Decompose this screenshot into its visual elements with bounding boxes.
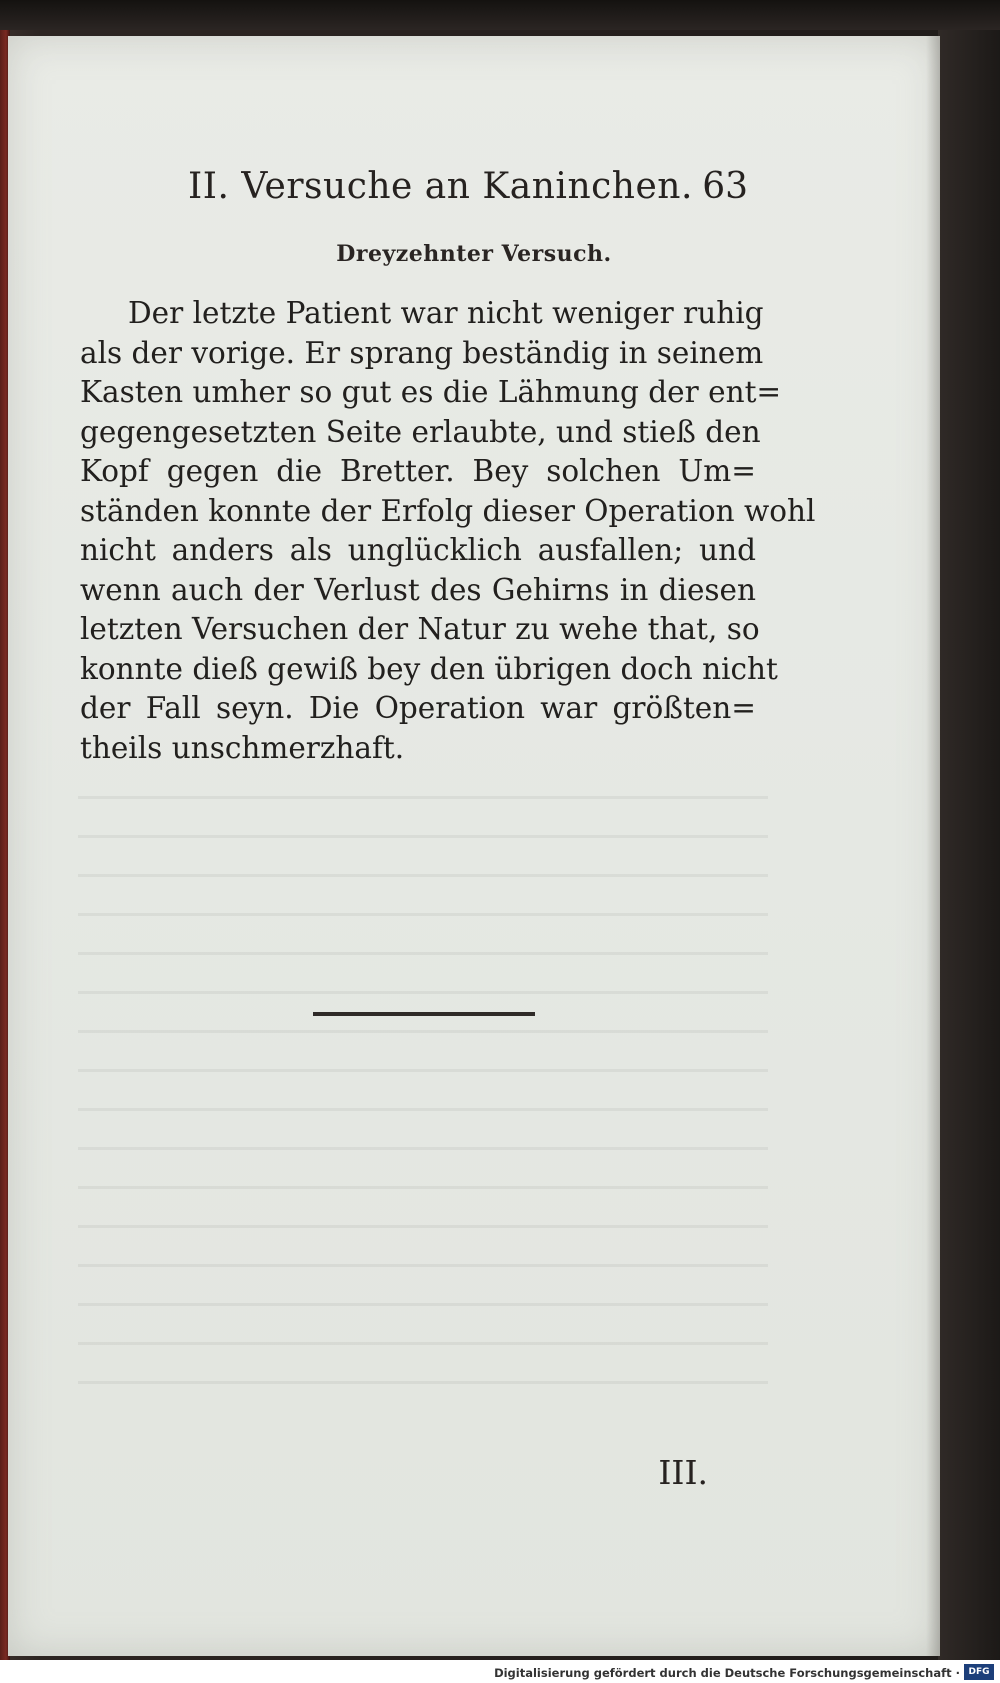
text-line: ständen konnte der Erfolg dieser Operation wohl xyxy=(80,493,816,528)
text-line: als der vorige. Er sprang beständig in seinem xyxy=(80,335,764,370)
text-line: der Fall seyn. Die Operation war größten= xyxy=(80,691,756,725)
section-divider-rule xyxy=(313,1012,535,1016)
text-line: nicht anders als unglücklich ausfallen; und xyxy=(80,533,756,567)
catchword: III. xyxy=(658,1453,708,1492)
text-line: letzten Versuchen der Natur zu wehe that, so xyxy=(80,612,760,646)
scan-top-edge xyxy=(0,0,1000,30)
body-paragraph xyxy=(80,294,816,768)
text-line: Kopf gegen die Bretter. Bey solchen Um= xyxy=(80,454,756,488)
text-line: theils unschmerzhaft. xyxy=(80,730,405,765)
chapter-title: II. Versuche an Kaninchen. xyxy=(188,166,693,207)
funding-credit: Digitalisierung gefördert durch die Deutsche Forschungsgemeinschaft · xyxy=(494,1666,960,1680)
dfg-logo-icon: DFG xyxy=(964,1664,994,1680)
text-line: konnte dieß gewiß bey den übrigen doch nicht xyxy=(80,651,778,686)
page-number: 63 xyxy=(702,166,748,207)
text-line: wenn auch der Verlust des Gehirns in diesen xyxy=(80,572,756,607)
text-line: gegengesetzten Seite erlaubte, und stieß den xyxy=(80,414,761,449)
section-title: Dreyzehnter Versuch. xyxy=(336,241,612,267)
show-through-text xyxy=(78,796,768,1416)
digitization-footer xyxy=(0,1660,1000,1683)
book-page xyxy=(8,36,940,1656)
text-line: Kasten umher so gut es die Lähmung der ent= xyxy=(80,375,782,409)
text-line: Der letzte Patient war nicht weniger ruhig xyxy=(128,296,764,330)
scan-right-shadow xyxy=(938,30,1000,1660)
running-head xyxy=(188,166,748,226)
